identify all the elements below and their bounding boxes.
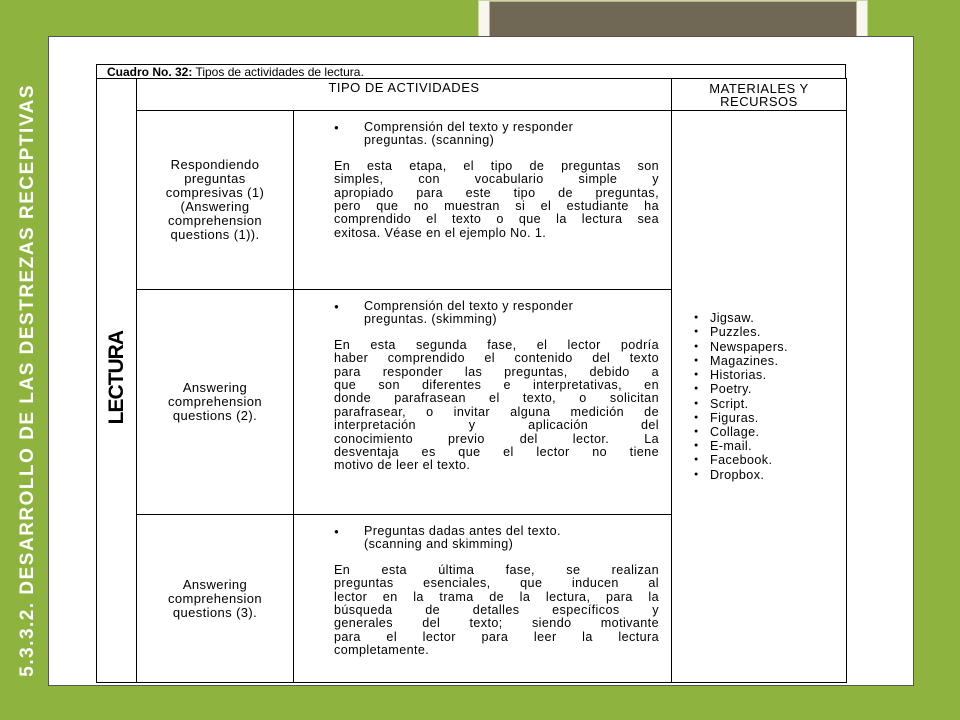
- activity-paragraph-line: para responder las preguntas, debido a: [334, 364, 659, 379]
- list-item: ● Puzzles.: [694, 325, 846, 339]
- list-item: ● Script.: [694, 397, 846, 411]
- activity-bullet-line: ● Comprensión del texto y responder: [364, 299, 574, 313]
- activity-paragraph-line: búsqueda de detalles específicos y: [334, 603, 659, 618]
- activity-paragraph-line: lector en la trama de la lectura, para la: [334, 589, 659, 604]
- activities-table: [96, 78, 847, 683]
- activity-bullet-line: preguntas. (skimming): [364, 312, 497, 327]
- list-item: ● Jigsaw.: [694, 311, 846, 325]
- activity-paragraph-line: En esta última fase, se realizan: [334, 562, 659, 577]
- table-caption: [96, 64, 846, 79]
- slide-title: [8, 83, 48, 677]
- activity-paragraph: [334, 564, 659, 658]
- list-item: ● Newspapers.: [694, 340, 846, 354]
- activity-type-line: questions (1)).: [170, 227, 260, 242]
- activity-type-label: [137, 381, 293, 423]
- activity-type-line: Answering: [182, 380, 248, 395]
- activity-paragraph-line: comprendido el texto o que la lectura sea: [334, 212, 659, 227]
- materials-header-line1: MATERIALES Y: [709, 80, 809, 96]
- materials-list: [694, 311, 846, 481]
- activity-type-line: questions (3).: [172, 604, 258, 620]
- activity-type-line: comprehension: [167, 590, 263, 606]
- table-row: [97, 111, 847, 290]
- activity-type-line: (Answering: [180, 199, 250, 214]
- activity-type-line: Respondiendo: [170, 157, 260, 172]
- activity-paragraph-line: haber comprendido el contenido del texto: [334, 351, 659, 366]
- activity-paragraph-line: para el lector para leer la lectura: [334, 629, 659, 644]
- activity-paragraph-line: parafrasear, o invitar alguna medición de: [334, 404, 659, 419]
- activity-type-line: Answering: [182, 576, 248, 592]
- activity-paragraph-line: En esta etapa, el tipo de preguntas son: [334, 158, 659, 173]
- section-label-cell: [97, 79, 137, 683]
- caption-text: Tipos de actividades de lectura.: [192, 65, 364, 79]
- list-item: ● Figuras.: [694, 411, 846, 425]
- materials-header-line2: RECURSOS: [720, 93, 798, 109]
- activity-bullet-line: (scanning and skimming): [364, 537, 514, 552]
- materials-header: [672, 79, 847, 111]
- activity-paragraph-line: En esta segunda fase, el lector podría: [334, 337, 659, 352]
- activity-bullet-line: ● Comprensión del texto y responder: [364, 120, 574, 134]
- list-item: ● Poetry.: [694, 382, 846, 396]
- activity-bullet: [334, 300, 659, 327]
- activity-type-line: questions (2).: [172, 408, 258, 423]
- materials-cell: [672, 111, 847, 683]
- activity-type-cell: [137, 515, 294, 683]
- table-header-row: [97, 79, 847, 111]
- list-item: ● Historias.: [694, 368, 846, 382]
- activity-type-label: [137, 158, 293, 242]
- activity-paragraph: [334, 160, 659, 240]
- activity-paragraph-line: motivo de leer el texto.: [334, 458, 471, 473]
- activity-description-cell: [294, 111, 672, 290]
- activity-paragraph-line: pero que no muestran si el estudiante ha: [334, 199, 659, 214]
- activity-paragraph-line: simples, con vocabulario simple y: [334, 172, 659, 187]
- activity-bullet: [334, 525, 659, 552]
- activity-type-line: preguntas: [184, 171, 246, 186]
- activity-description-cell: [294, 515, 672, 683]
- activity-description-cell: [294, 290, 672, 515]
- activity-paragraph-line: conocimiento previo del lector. La: [334, 431, 659, 446]
- activity-bullet-line: ● Preguntas dadas antes del texto.: [364, 524, 561, 538]
- activity-paragraph-line: generales del texto; siendo motivante: [334, 616, 659, 631]
- list-item: ● Collage.: [694, 425, 846, 439]
- activity-paragraph-line: completamente.: [334, 643, 430, 658]
- activity-type-label: [137, 578, 293, 620]
- activity-type-cell: [137, 111, 294, 290]
- activity-paragraph-line: exitosa. Véase en el ejemplo No. 1.: [334, 225, 547, 240]
- caption-label: Cuadro No. 32:: [107, 65, 193, 79]
- activity-bullet: [334, 121, 659, 148]
- list-item: ● Facebook.: [694, 453, 846, 467]
- activity-paragraph-line: donde parafrasean el texto, o solicitan: [334, 391, 659, 406]
- activity-paragraph-line: interpretación y aplicación del: [334, 418, 659, 433]
- activity-paragraph-line: que son diferentes e interpretativas, en: [334, 378, 659, 393]
- activity-type-line: compresivas (1): [165, 185, 265, 200]
- activity-paragraph-line: apropiado para este tipo de preguntas,: [334, 185, 659, 200]
- activity-paragraph-line: desventaja es que el lector no tiene: [334, 445, 659, 460]
- activity-type-cell: [137, 290, 294, 515]
- slide-title-text: 5.3.3.2. DESARROLLO DE LAS DESTREZAS RECEPTIVAS: [17, 83, 38, 677]
- list-item: ● Dropbox.: [694, 468, 846, 482]
- list-item: ● Magazines.: [694, 354, 846, 368]
- activity-paragraph-line: preguntas esenciales, que inducen al: [334, 576, 659, 591]
- section-label: LECTURA: [104, 331, 128, 425]
- activities-header: TIPO DE ACTIVIDADES: [137, 79, 672, 111]
- activity-bullet-line: preguntas. (scanning): [364, 133, 495, 148]
- activity-type-line: comprehension: [167, 213, 263, 228]
- list-item: ● E-mail.: [694, 439, 846, 453]
- activity-paragraph: [334, 339, 659, 473]
- activity-type-line: comprehension: [167, 394, 263, 409]
